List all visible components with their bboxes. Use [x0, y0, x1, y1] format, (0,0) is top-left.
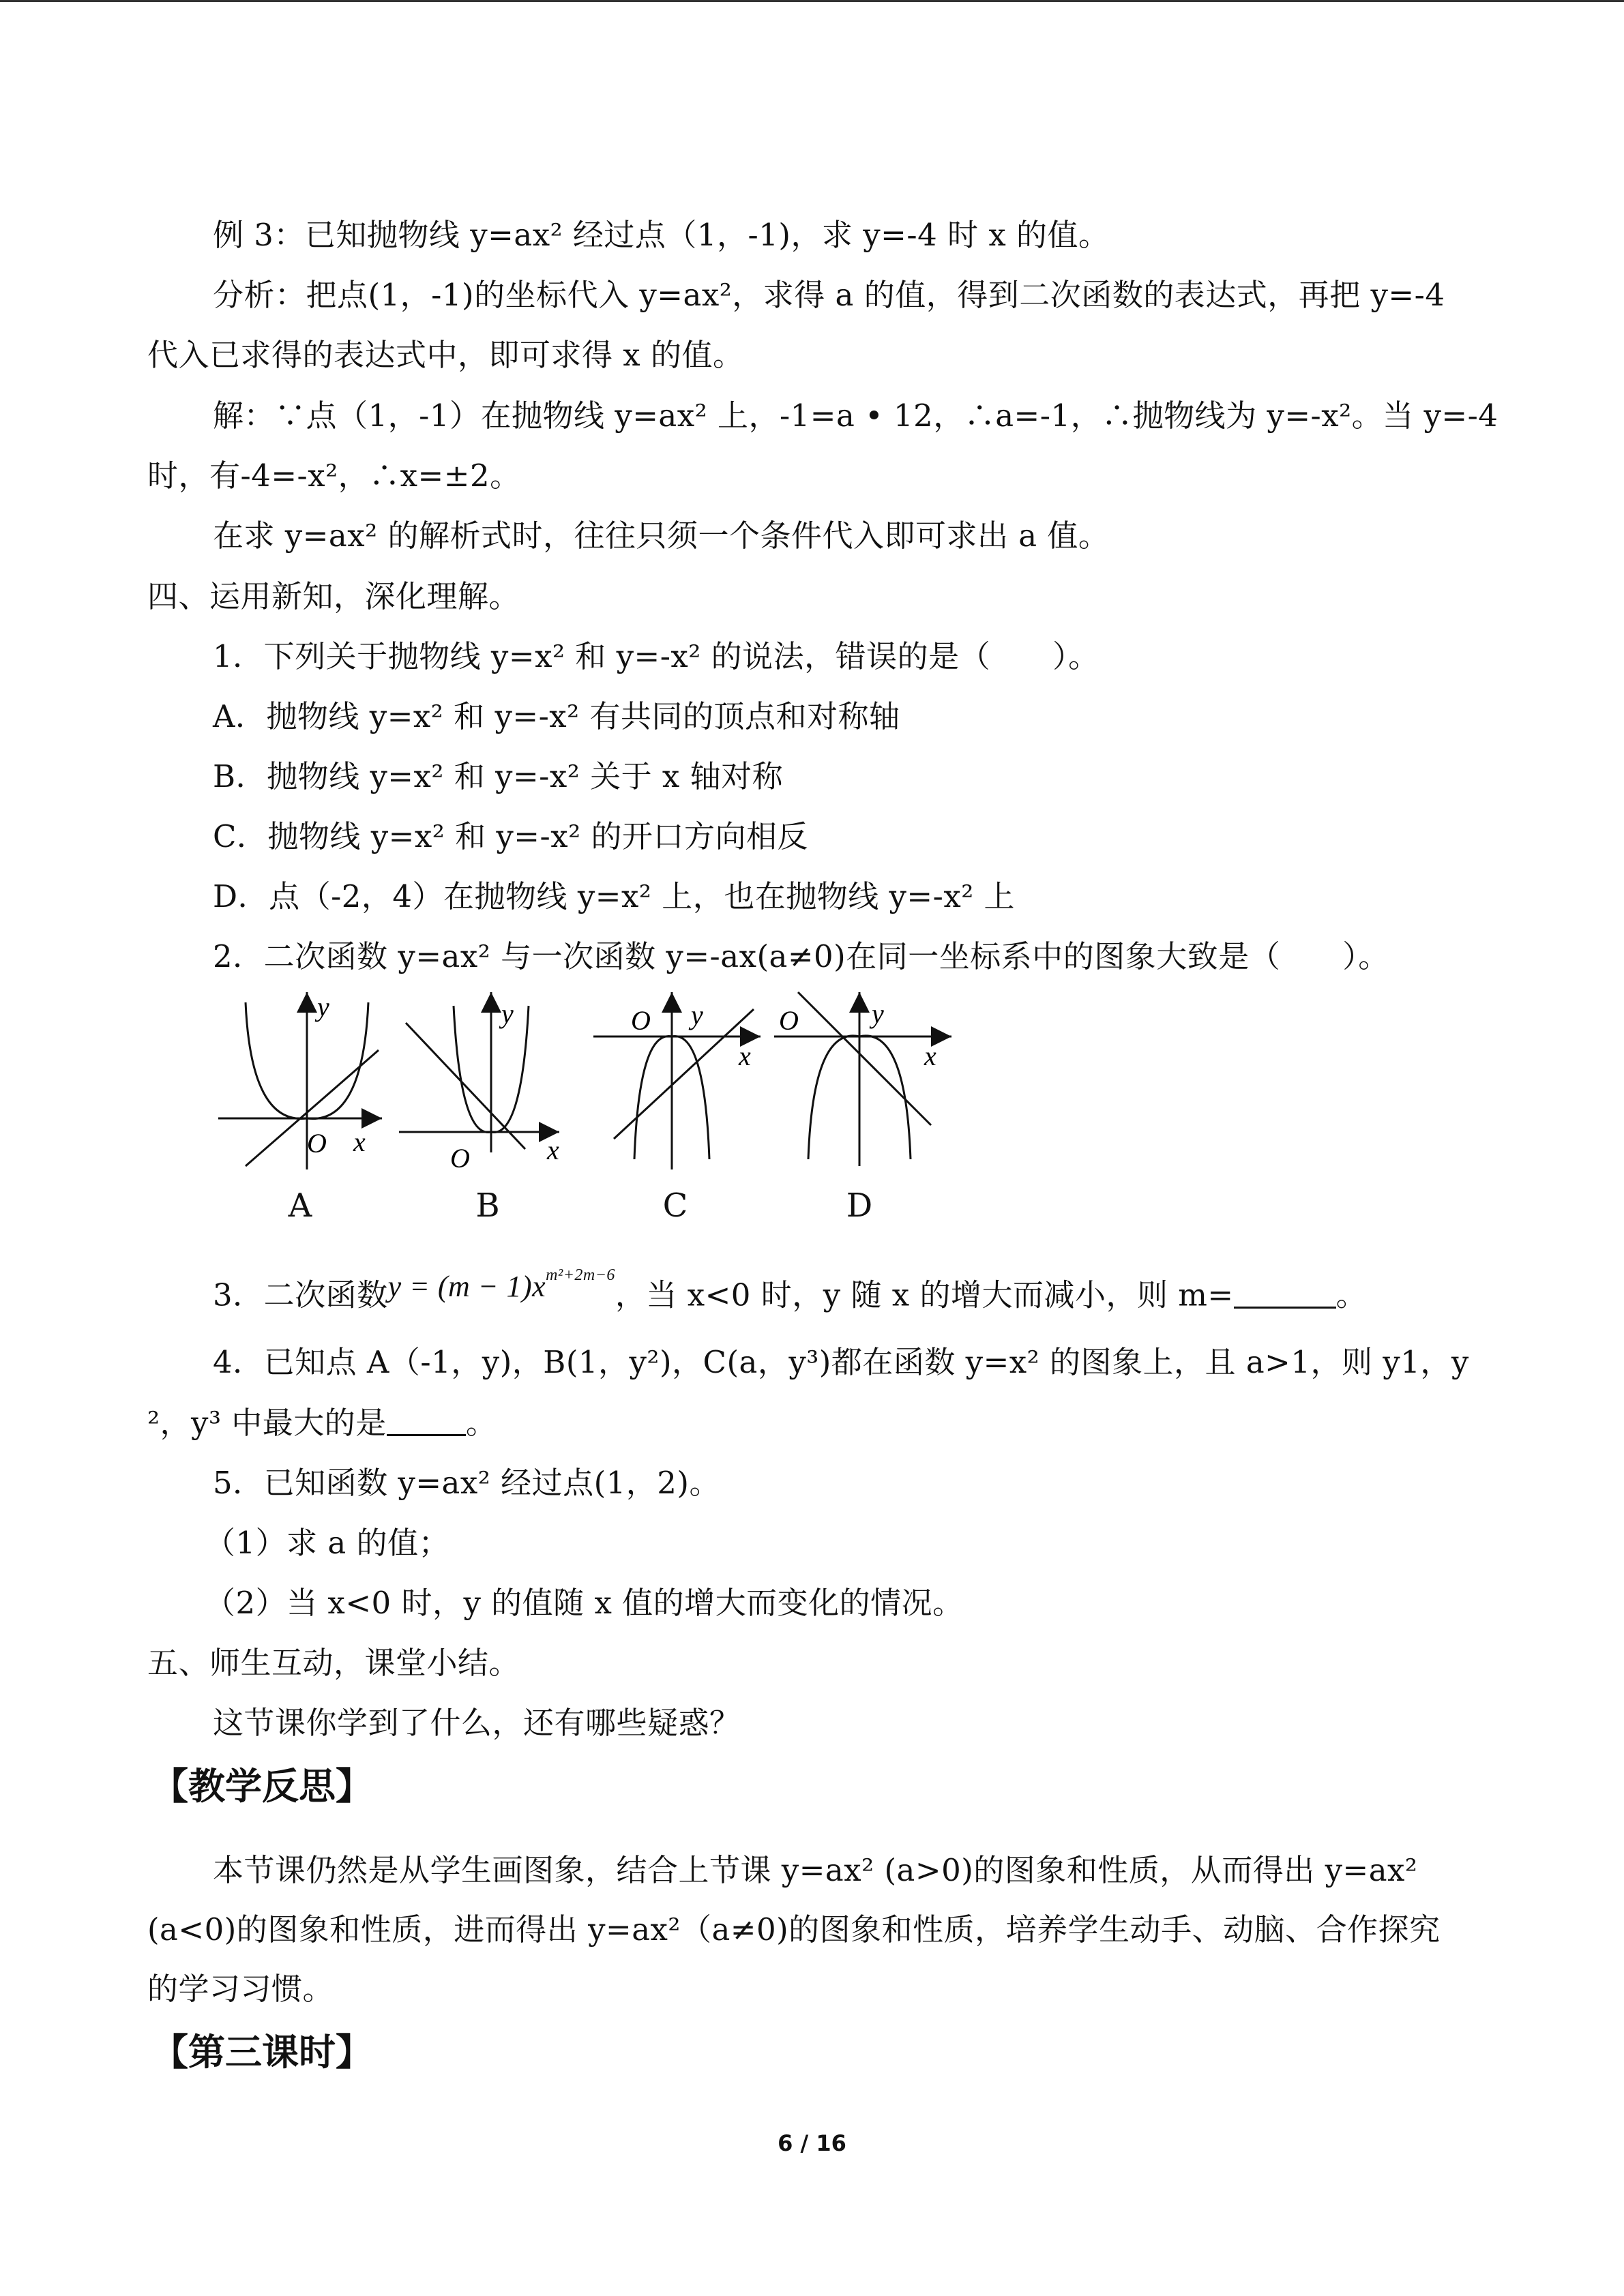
question-3-suffix: ，当 x<0 时，y 随 x 的增大而减小，则 m=: [615, 1277, 1234, 1313]
question-3-prefix: 3．二次函数: [213, 1277, 388, 1313]
figure-a-graph: [211, 989, 389, 1173]
figure-c-graph: [590, 989, 767, 1173]
question-4-end: 。: [465, 1405, 497, 1441]
top-border: [0, 0, 1624, 2]
figure-d-origin-label: O: [779, 1005, 799, 1036]
reflection-line-2: (a<0)的图象和性质，进而得出 y=ax²（a≠0)的图象和性质，培养学生动手、动脑、合作探究: [147, 1911, 1441, 1948]
figure-b-graph: [396, 989, 573, 1173]
question-1-option-a: A．抛物线 y=x² 和 y=-x² 有共同的顶点和对称轴: [213, 698, 900, 734]
figure-d-label: D: [846, 1187, 873, 1225]
section4-title: 四、运用新知，深化理解。: [147, 578, 520, 614]
question-2: 2．二次函数 y=ax² 与一次函数 y=-ax(a≠0)在同一坐标系中的图象大致是（ ）。: [213, 938, 1389, 974]
figure-d-x-label: x: [924, 1041, 936, 1071]
figure-a-origin-label: O: [307, 1128, 327, 1159]
example3-solution-2: 时，有-4=-x²，∴x=±2。: [147, 458, 521, 494]
figure-c-y-label: y: [691, 1000, 703, 1030]
reflection-heading: 【教学反思】: [151, 1765, 372, 1808]
page-number: 6 / 16: [778, 2130, 846, 2156]
figure-a-y-label: y: [317, 992, 329, 1022]
question-4-line-1: 4．已知点 A（-1，y)，B(1，y²)，C(a，y³)都在函数 y=x² 的图象上，且 a>1，则 y1，y: [213, 1344, 1469, 1380]
question-5: 5．已知函数 y=ax² 经过点(1，2)。: [213, 1465, 720, 1501]
question-3-answer-blank[interactable]: [1234, 1279, 1336, 1309]
question-3-formula: [387, 1266, 615, 1303]
section5-title: 五、师生互动，课堂小结。: [147, 1645, 520, 1681]
example3-solution-1: 解：∵点（1，-1）在抛物线 y=ax² 上，-1=a • 12，∴a=-1，∴抛物线为 y=-x²。当 y=-4: [213, 398, 1498, 434]
figure-d-graph: [771, 989, 962, 1173]
question-2-figures: [205, 989, 996, 1234]
example3-question: 例 3：已知抛物线 y=ax² 经过点（1，-1)，求 y=-4 时 x 的值。: [213, 217, 1110, 253]
question-3-formula-main: y = (m − 1)x: [387, 1269, 546, 1303]
figure-c-label: C: [662, 1187, 688, 1225]
question-4-line-2-text: ²，y³ 中最大的是: [147, 1405, 387, 1441]
reflection-line-3: 的学习习惯。: [147, 1971, 334, 2007]
example3-note: 在求 y=ax² 的解析式时，往往只须一个条件代入即可求出 a 值。: [213, 518, 1110, 554]
reflection-line-1: 本节课仍然是从学生画图象，结合上节课 y=ax² (a>0)的图象和性质，从而得出 y=ax²: [213, 1852, 1418, 1888]
question-1: 1．下列关于抛物线 y=x² 和 y=-x² 的说法，错误的是（ ）。: [213, 638, 1099, 674]
question-1-option-c: C．抛物线 y=x² 和 y=-x² 的开口方向相反: [213, 818, 808, 854]
question-3-end: 。: [1335, 1277, 1368, 1313]
question-4-line-2: [147, 1403, 497, 1444]
figure-b-label: B: [475, 1187, 500, 1225]
figure-b-x-label: x: [547, 1135, 559, 1165]
figure-b-y-label: y: [501, 998, 514, 1029]
figure-c-origin-label: O: [631, 1005, 651, 1036]
example3-analysis-1: 分析：把点(1，-1)的坐标代入 y=ax²，求得 a 的值，得到二次函数的表达式，再把 y=-4: [213, 277, 1445, 313]
section5-text: 这节课你学到了什么，还有哪些疑惑？: [213, 1705, 741, 1741]
question-5-part-1: （1）求 a 的值；: [205, 1525, 450, 1561]
figure-b-origin-label: O: [450, 1143, 470, 1173]
figure-a-label: A: [288, 1187, 312, 1225]
figure-a-x-label: x: [353, 1127, 366, 1157]
question-3: [213, 1266, 1368, 1317]
next-lesson-heading: 【第三课时】: [151, 2031, 372, 2074]
question-5-part-2: （2）当 x<0 时，y 的值随 x 值的增大而变化的情况。: [205, 1585, 964, 1621]
question-3-formula-exponent: m²+2m−6: [546, 1266, 615, 1284]
question-1-option-d: D．点（-2，4）在抛物线 y=x² 上，也在抛物线 y=-x² 上: [213, 878, 1016, 914]
question-1-option-b: B．抛物线 y=x² 和 y=-x² 关于 x 轴对称: [213, 758, 784, 794]
example3-analysis-2: 代入已求得的表达式中，即可求得 x 的值。: [147, 337, 744, 373]
question-4-answer-blank[interactable]: [387, 1407, 466, 1436]
figure-c-x-label: x: [739, 1041, 751, 1071]
figure-d-y-label: y: [872, 998, 884, 1029]
